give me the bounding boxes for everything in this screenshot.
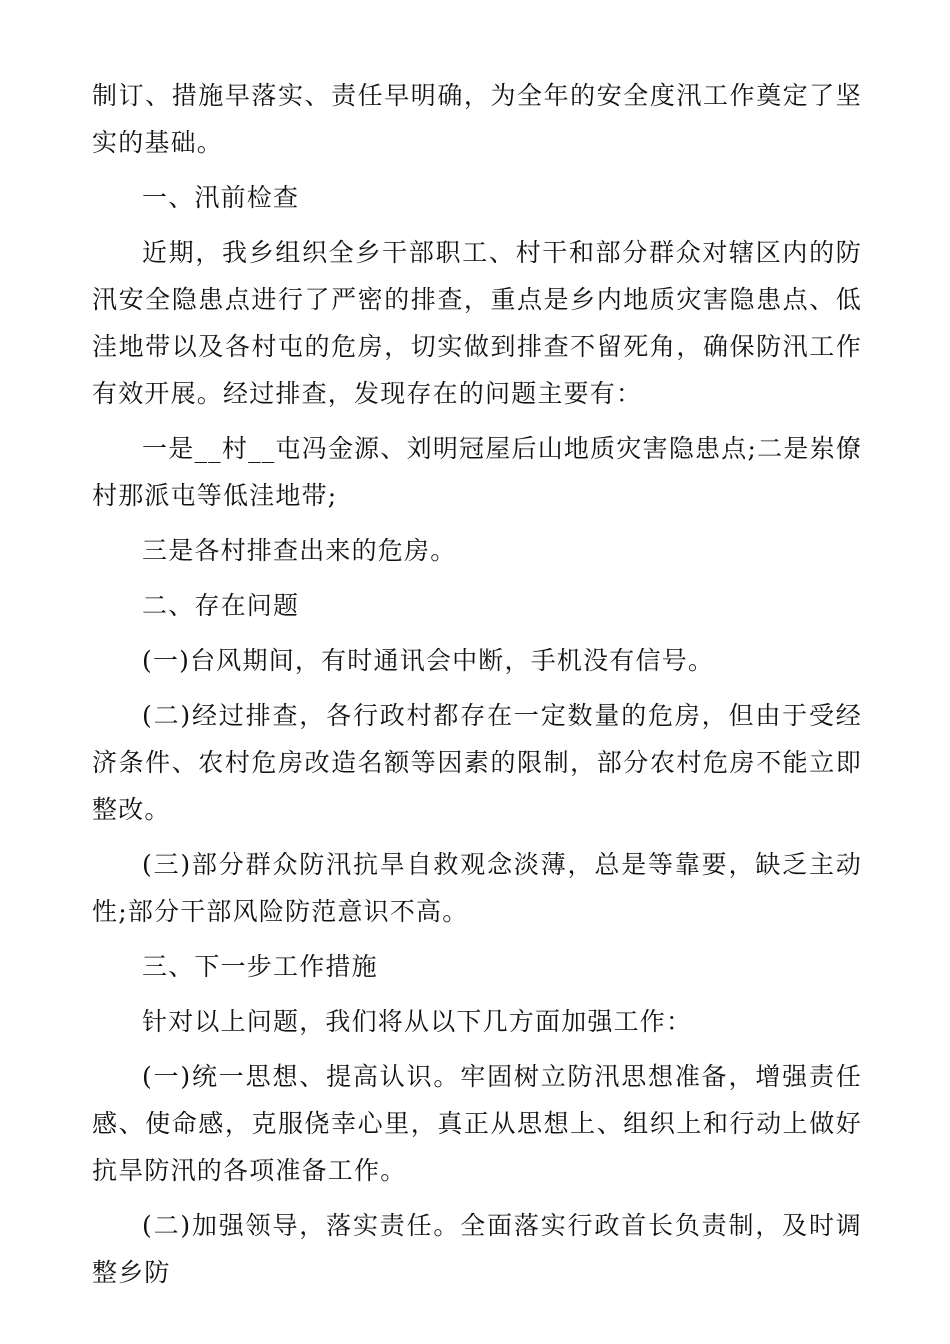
document-page (92, 72, 862, 1304)
paragraph-measure-two: (二)加强领导，落实责任。全面落实行政首长负责制，及时调整乡防 (92, 1211, 862, 1287)
section-heading-pre-flood-inspection: 一、汛前检查 (142, 183, 300, 212)
section-heading-next-steps: 三、下一步工作措施 (142, 952, 378, 981)
paragraph-continuation: 制订、措施早落实、责任早明确，为全年的安全度汛工作奠定了坚实的基础。 (92, 81, 862, 157)
paragraph-measure-one: (一)统一思想、提高认识。牢固树立防汛思想准备，增强责任感、使命感，克服侥幸心里，真正从思想上、组织上和行动上做好抗旱防汛的各项准备工作。 (92, 1062, 862, 1185)
paragraph-problem-three: (三)部分群众防汛抗旱自救观念淡薄，总是等靠要，缺乏主动性;部分干部风险防范意识不高。 (92, 850, 862, 926)
section-heading-existing-problems: 二、存在问题 (142, 591, 300, 620)
paragraph-problem-one: (一)台风期间，有时通讯会中断，手机没有信号。 (142, 646, 715, 675)
paragraph-issue-three: 三是各村排查出来的危房。 (142, 536, 457, 565)
paragraph-inspection-summary: 近期，我乡组织全乡干部职工、村干和部分群众对辖区内的防汛安全隐患点进行了严密的排查，重点是乡内地质灾害隐患点、低洼地带以及各村屯的危房，切实做到排查不留死角，确保防汛工作有效开展。经过排查，发现存在的问题主要有： (92, 238, 862, 408)
paragraph-problem-two: (二)经过排查，各行政村都存在一定数量的危房，但由于受经济条件、农村危房改造名额等因素的限制，部分农村危房不能立即整改。 (92, 701, 862, 824)
paragraph-issue-one-two: 一是__村__屯冯金源、刘明冠屋后山地质灾害隐患点;二是岽僚村那派屯等低洼地带; (92, 434, 862, 510)
paragraph-next-steps-intro: 针对以上问题，我们将从以下几方面加强工作： (142, 1007, 693, 1036)
